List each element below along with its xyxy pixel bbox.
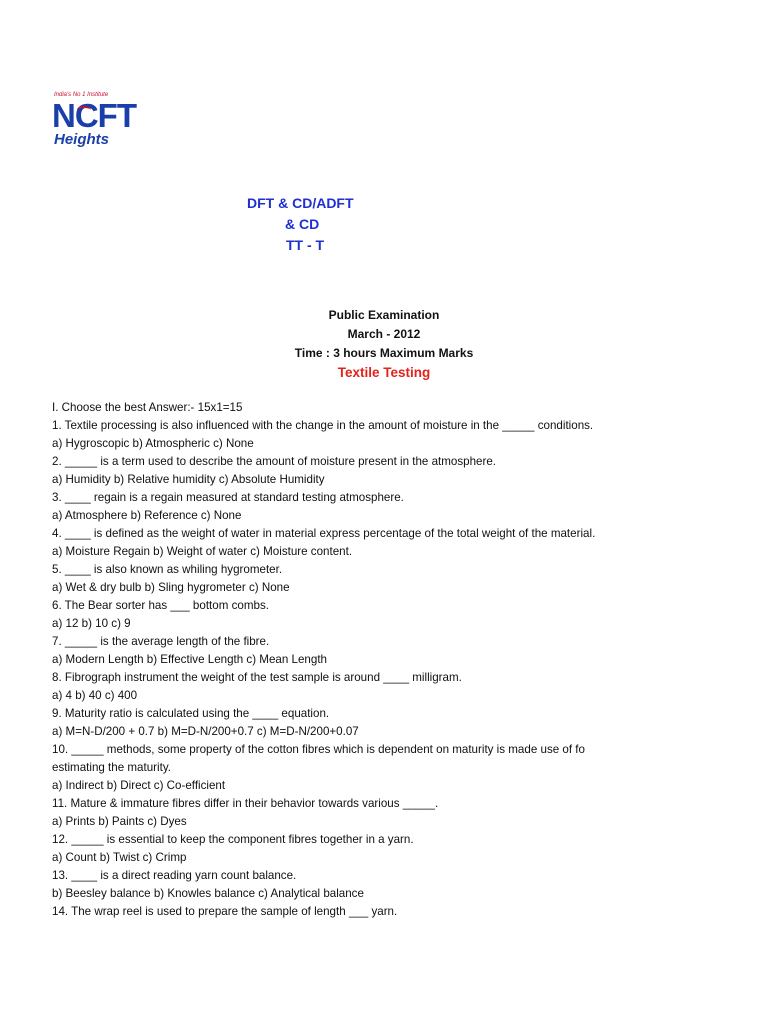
question-line: 1. Textile processing is also influenced with the change in the amount of moisture in the _____ conditions.: [52, 419, 594, 432]
options-line: a) 12 b) 10 c) 9: [52, 617, 131, 630]
options-line: a) Humidity b) Relative humidity c) Absolute Humidity: [52, 473, 325, 486]
exam-header: [0, 306, 768, 383]
logo-tagline: India's No 1 Institute: [54, 92, 109, 98]
exam-title: Public Examination: [328, 308, 440, 322]
logo-swoosh-icon: [77, 106, 91, 114]
exam-date: March - 2012: [347, 327, 421, 341]
question-line: 6. The Bear sorter has ___ bottom combs.: [52, 599, 269, 612]
options-line: a) 4 b) 40 c) 400: [52, 689, 138, 702]
question-line: 7. _____ is the average length of the fibre.: [52, 635, 270, 648]
options-line: a) Count b) Twist c) Crimp: [52, 851, 187, 864]
logo-brand: NCFT: [52, 97, 136, 134]
exam-time: Time : 3 hours Maximum Marks: [294, 346, 474, 360]
question-line: 2. _____ is a term used to describe the amount of moisture present in the atmosphere.: [52, 455, 497, 468]
question-line-continued: estimating the maturity.: [52, 761, 171, 774]
course-line-1: DFT & CD/ADFT: [247, 195, 354, 211]
question-line: 3. ____ regain is a regain measured at standard testing atmosphere.: [52, 491, 404, 504]
logo-sub: Heights: [54, 131, 110, 148]
options-line: a) Moisture Regain b) Weight of water c) Moisture content.: [52, 545, 353, 558]
question-line: 8. Fibrograph instrument the weight of the test sample is around ____ milligram.: [52, 671, 462, 684]
options-line: a) Indirect b) Direct c) Co-efficient: [52, 779, 226, 792]
ncft-heights-logo: [52, 92, 152, 156]
options-line: a) Wet & dry bulb b) Sling hygrometer c) None: [52, 581, 290, 594]
options-line: a) Atmosphere b) Reference c) None: [52, 509, 242, 522]
question-line: 9. Maturity ratio is calculated using the ____ equation.: [52, 707, 330, 720]
course-line-3: TT - T: [286, 237, 325, 253]
question-list: [52, 399, 762, 921]
options-line: a) M=N-D/200 + 0.7 b) M=D-N/200+0.7 c) M=D-N/200+0.07: [52, 725, 359, 738]
question-line: 14. The wrap reel is used to prepare the sample of length ___ yarn.: [52, 905, 398, 918]
question-line: 5. ____ is also known as whiling hygrometer.: [52, 563, 283, 576]
question-line: 11. Mature & immature fibres differ in their behavior towards various _____.: [52, 797, 439, 810]
section-heading: I. Choose the best Answer:- 15x1=15: [52, 401, 243, 414]
options-line: a) Hygroscopic b) Atmospheric c) None: [52, 437, 254, 450]
exam-subject: Textile Testing: [337, 365, 431, 380]
options-line: b) Beesley balance b) Knowles balance c) Analytical balance: [52, 887, 364, 900]
question-line: 4. ____ is defined as the weight of water in material express percentage of the total weight of the material.: [52, 527, 596, 540]
options-line: a) Modern Length b) Effective Length c) Mean Length: [52, 653, 327, 666]
question-line: 13. ____ is a direct reading yarn count balance.: [52, 869, 297, 882]
question-line: 12. _____ is essential to keep the component fibres together in a yarn.: [52, 833, 414, 846]
question-line: 10. _____ methods, some property of the cotton fibres which is dependent on maturity is made use of fo: [52, 743, 585, 756]
options-line: a) Prints b) Paints c) Dyes: [52, 815, 187, 828]
course-line-2: & CD: [285, 216, 320, 232]
